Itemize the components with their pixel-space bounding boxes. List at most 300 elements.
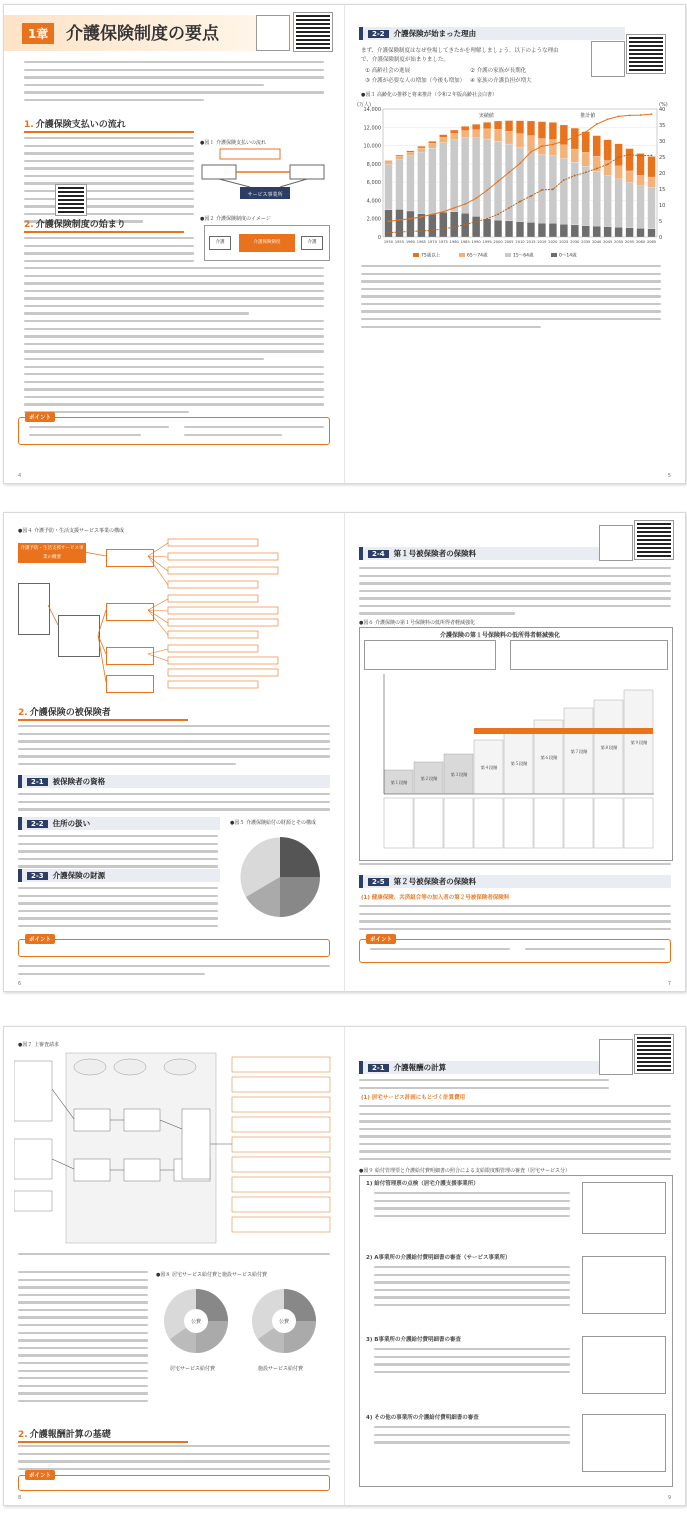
intro-paragraph (24, 61, 324, 106)
sub-2-3-heading: 2-3 介護保険の財源 (18, 869, 220, 882)
pie-facility-service (244, 1281, 324, 1361)
line-point (640, 155, 642, 157)
figure-2-diagram (204, 225, 330, 261)
bar-segment (494, 121, 502, 129)
legend-swatch (459, 253, 465, 257)
bar-segment (538, 154, 546, 223)
y2-tick-label: 30 (659, 139, 666, 145)
spread-3 (3, 1026, 686, 1506)
reason-4: ④ 家族の介護負担が増大 (470, 78, 532, 84)
bar-segment (428, 143, 436, 148)
bar-segment (494, 129, 502, 141)
sub-2-1-heading: 2-1 被保険者の資格 (18, 775, 330, 788)
aging-population-chart (353, 99, 679, 263)
page-number: 8 (18, 1495, 22, 1501)
figure-4-diagram (18, 535, 330, 695)
result-box (232, 1117, 330, 1132)
stage-label: 第５段階 (510, 761, 528, 766)
x-tick-label: 2035 (581, 240, 591, 244)
legend-swatch (551, 253, 557, 257)
x-tick-label: 2060 (635, 240, 646, 244)
stage-description-box (594, 798, 623, 848)
bar-segment (418, 146, 426, 148)
x-tick-label: 1965 (416, 240, 426, 244)
bar-segment (407, 152, 415, 155)
bar-segment (538, 223, 546, 237)
x-tick-label: 2040 (592, 240, 602, 244)
figure-9-box (359, 1175, 673, 1487)
spread-1 (3, 4, 686, 484)
section-1-heading: 1. 介護保険支払いの流れ (24, 117, 194, 133)
y-tick-label: 2,000 (366, 216, 381, 223)
line-point (585, 131, 587, 133)
item-4-table (582, 1414, 666, 1472)
page-4 (4, 5, 345, 483)
page-9 (345, 1027, 685, 1505)
section-2-paragraph (18, 1445, 330, 1475)
sub-2-2-paragraph (18, 835, 218, 873)
point-tag: ポイント (25, 934, 55, 944)
bar-segment (439, 143, 447, 212)
line-point (442, 211, 444, 213)
bar-segment (648, 187, 656, 228)
funding-pie-chart (232, 829, 328, 925)
line-point (563, 179, 565, 181)
qr-sticker-icon (599, 1039, 633, 1075)
page-7 (345, 513, 685, 991)
bar-segment (648, 177, 656, 187)
check-box (182, 1109, 210, 1179)
premium-stage-chart (360, 674, 672, 856)
line-point (420, 216, 422, 218)
item-1-table (582, 1182, 666, 1234)
figure-1-diagram (200, 147, 328, 209)
y-tick-label: 4,000 (366, 198, 381, 205)
stage-label: 第１段階 (390, 780, 408, 785)
result-box (232, 1097, 330, 1112)
item-2: 2) A事業所の介護給付費明細書の審査（サービス事業所） (366, 1255, 511, 1261)
bar-segment (538, 122, 546, 139)
result-box (232, 1057, 330, 1072)
bar-segment (418, 148, 426, 152)
bar-segment (428, 148, 436, 214)
bar-segment (418, 152, 426, 214)
bar-segment (407, 211, 415, 237)
bar-segment (516, 148, 524, 222)
bar-segment (450, 212, 458, 237)
bar-segment (516, 134, 524, 148)
line-point (399, 219, 401, 221)
intro-text: まず、介護保険制度はなぜ登場してきたかを理解しましょう。以下のような理由で、介護保険制度が始まりました。 (361, 48, 559, 63)
bar-segment (582, 226, 590, 237)
x-tick-label: 2020 (548, 240, 558, 244)
line-point (541, 189, 543, 191)
bar-segment (637, 153, 645, 175)
bar-segment (516, 121, 524, 134)
orange-paragraph (359, 1105, 671, 1166)
result-box (232, 1157, 330, 1172)
bar-segment (527, 121, 535, 136)
line-point (410, 231, 412, 233)
bar-segment (615, 166, 623, 179)
bar-segment (527, 222, 535, 237)
y-tick-label: 0 (377, 235, 381, 241)
point-box (18, 939, 330, 957)
section-2-paragraph (18, 725, 330, 770)
bar-segment (626, 149, 634, 171)
page-8 (4, 1027, 345, 1505)
line-point (563, 140, 565, 142)
bar-segment (385, 162, 393, 165)
sub-2-4-heading: 2-4 第１号被保険者の保険料 (359, 547, 625, 560)
pie-right-caption: 施設サービス給付費 (258, 1366, 304, 1372)
bar-segment (483, 219, 491, 237)
line-point (497, 213, 499, 215)
line-point (388, 220, 390, 222)
bar-segment (461, 131, 469, 138)
line-point (651, 113, 653, 115)
line-point (629, 154, 631, 156)
qr-sticker-icon (256, 15, 290, 51)
bar-segment (648, 156, 656, 177)
fig4-root-box: 介護予防・生活支援サービス事業の概要 (18, 543, 86, 563)
process-box (124, 1159, 160, 1181)
point-box (18, 417, 330, 445)
x-tick-label: 2050 (614, 240, 624, 244)
page-number: 7 (667, 981, 671, 987)
bar-segment (648, 229, 656, 237)
figure-6-title: ●図６ 介護保険の第１号保険料の低所得者軽減強化 (359, 620, 475, 626)
line-point (410, 218, 412, 220)
bar-segment (472, 124, 480, 129)
section-2-2-heading: 2-2 介護保険が始まった理由 (359, 27, 625, 40)
bar-segment (527, 152, 535, 223)
line-point (640, 114, 642, 116)
bar-segment (385, 161, 393, 162)
sub-2-1-paragraph (18, 793, 330, 816)
y2-tick-label: 20 (659, 171, 666, 177)
line-point (464, 203, 466, 205)
pie-home-service (156, 1281, 236, 1361)
section-1-paragraph (24, 137, 194, 228)
process-box (74, 1159, 110, 1181)
bar-segment (450, 140, 458, 212)
left-entity-box (14, 1191, 52, 1211)
reason-3: ③ 介護が必要な人の増加（今後も増加） (365, 78, 466, 84)
stage-label: 第８段階 (600, 745, 618, 750)
qr-code-icon (635, 1035, 673, 1073)
line-point (508, 171, 510, 173)
bar-segment (483, 129, 491, 139)
y2-tick-label: 40 (659, 107, 666, 113)
y-tick-label: 6,000 (366, 180, 381, 187)
figure-5-title: ●図５ 介護保険給付の財源とその構成 (230, 820, 316, 826)
bar-segment (494, 220, 502, 237)
qr-code-icon (294, 13, 332, 51)
line-point (618, 156, 620, 158)
bar-segment (560, 224, 568, 237)
bar-segment (582, 152, 590, 166)
figure-8-title: ●図８ 居宅サービス給付費と施設サービス給付費 (156, 1272, 267, 1278)
reinforcement-band (474, 728, 653, 734)
x-tick-label: 1970 (427, 240, 437, 244)
sub-2-4-paragraph (359, 567, 671, 620)
line-point (574, 175, 576, 177)
stage-description-box (504, 798, 533, 848)
line-point (486, 218, 488, 220)
page-5 (345, 5, 685, 483)
line-point (629, 115, 631, 117)
section-2-heading: 2. 介護保険の被保険者 (18, 705, 188, 721)
bar-segment (626, 228, 634, 237)
sub-2-5-orange-heading: (1) 健康保険、共済組合等の加入者の第２号被保険者保険料 (361, 895, 510, 901)
item-3: 3) B事業所の介護給付費明細書の審査 (366, 1337, 461, 1343)
y2-axis-label: (%) (659, 102, 668, 108)
annotation-actual: 実績値 (478, 113, 494, 119)
bar-segment (593, 136, 601, 156)
section-2-heading: 2. 介護保険制度の始まり (24, 217, 184, 233)
line-point (530, 151, 532, 153)
line-point (431, 213, 433, 215)
legend-label: 75歳以上 (421, 253, 441, 259)
service-provider-label: サービス事業所 (247, 192, 283, 198)
figure-7-title: ●図７ 上審査請求 (18, 1042, 59, 1048)
bar-segment (516, 222, 524, 237)
x-tick-label: 1950 (383, 240, 394, 244)
bar-segment (604, 176, 612, 227)
figure-2-title: ●図２ 介護保険制度のイメージ (200, 216, 271, 222)
bar-segment (615, 227, 623, 237)
left-entity-box (14, 1139, 52, 1179)
figure-4-title: ●図４ 介護予防・生活支援サービス事業の構成 (18, 528, 124, 534)
y2-tick-label: 5 (659, 219, 663, 225)
line-point (420, 230, 422, 232)
section-2-heading: 2. 介護報酬計算の基礎 (18, 1427, 188, 1443)
y-tick-label: 14,000 (363, 107, 381, 113)
y-tick-label: 8,000 (366, 161, 381, 168)
line-point (453, 207, 455, 209)
line-point (475, 197, 477, 199)
bar-segment (560, 159, 568, 225)
fig6-note-box-2 (510, 640, 668, 670)
legend-label: 15〜64歳 (513, 253, 534, 259)
section-2-paragraph-wide (24, 267, 324, 419)
qr-sticker-icon (591, 41, 625, 77)
bar-segment (604, 227, 612, 237)
y-axis-label: (万人) (357, 102, 371, 108)
bar-segment (439, 137, 447, 143)
result-box (232, 1197, 330, 1212)
figure-9-title: ●図９ 給付管理票と介護給付費明細書の照合による支給限度額管理の審査（居宅サービス分） (359, 1168, 570, 1174)
line-point (519, 163, 521, 165)
line-point (574, 136, 576, 138)
page-6 (4, 513, 345, 991)
spread-2 (3, 512, 686, 992)
line-point (431, 229, 433, 231)
bar-segment (461, 126, 469, 130)
bar-segment (483, 139, 491, 219)
fig2-center-box: 介護保険制度 (239, 234, 295, 252)
sub-2-5-paragraph (359, 905, 671, 935)
point-box (18, 1475, 330, 1491)
x-tick-label: 1960 (405, 240, 415, 244)
page-number: 6 (18, 981, 22, 987)
body-paragraph (18, 1271, 148, 1407)
bar-segment (472, 130, 480, 138)
orange-heading: (1) 居宅サービス計画にもとづく計算費用 (361, 1095, 466, 1101)
page-number: 9 (667, 1495, 671, 1501)
svg-text:公費: 公費 (190, 1319, 202, 1325)
process-box (124, 1109, 160, 1131)
bar-segment (637, 175, 645, 186)
bar-segment (483, 122, 491, 129)
bar-segment (604, 140, 612, 161)
database-icon (74, 1059, 106, 1075)
stage-label: 第３段階 (450, 772, 468, 777)
x-tick-label: 2015 (526, 240, 536, 244)
legend-label: 65〜74歳 (467, 253, 488, 259)
line-point (596, 123, 598, 125)
line-point (475, 221, 477, 223)
stage-description-box (564, 798, 593, 848)
pie-left-caption: 居宅サービス給付費 (170, 1366, 216, 1372)
point-tag: ポイント (366, 934, 396, 944)
y2-tick-label: 25 (659, 155, 666, 161)
result-box (232, 1077, 330, 1092)
x-tick-label: 2000 (493, 240, 503, 244)
x-tick-label: 1975 (438, 240, 448, 244)
line-point (519, 201, 521, 203)
bar-segment (439, 212, 447, 237)
bar-segment (626, 171, 634, 183)
x-tick-label: 1990 (471, 240, 481, 244)
legend-label: 0〜14歳 (559, 253, 577, 259)
fig6-header: 介護保険の第１号保険料の低所得者軽減強化 (440, 632, 561, 639)
footnotes (18, 965, 330, 980)
x-tick-label: 1985 (460, 240, 470, 244)
bar-segment (615, 179, 623, 227)
line-point (464, 224, 466, 226)
stage-description-box (384, 798, 413, 848)
y2-tick-label: 0 (659, 235, 663, 241)
stage-description-box (474, 798, 503, 848)
line-point (453, 226, 455, 228)
reason-2: ② 介護の家族が長期化 (470, 68, 527, 74)
bar-segment (549, 223, 557, 237)
database-icon (114, 1059, 146, 1075)
qr-code-icon (627, 35, 665, 73)
process-box (74, 1109, 110, 1131)
page-number: 4 (18, 473, 22, 479)
chapter-title: 介護保険制度の要点 (66, 24, 219, 44)
bar-segment (571, 225, 579, 237)
bar-segment (505, 121, 513, 132)
bar-segment (505, 131, 513, 144)
figure-3-title: ●図３ 高齢化の推移と将来推計（令和２年版高齢社会白書） (361, 92, 497, 98)
result-box (232, 1177, 330, 1192)
stage-label: 第９段階 (630, 740, 648, 745)
stage-description-box (534, 798, 563, 848)
bar-segment (549, 122, 557, 139)
figure-6-source (359, 863, 671, 871)
x-tick-label: 2010 (515, 240, 525, 244)
bar-segment (593, 171, 601, 226)
bar-segment (472, 216, 480, 237)
item-3-table (582, 1336, 666, 1394)
stage-label: 第４段階 (480, 765, 498, 770)
bar-segment (571, 162, 579, 225)
line-point (651, 155, 653, 157)
fig6-note-box (364, 640, 496, 670)
line-point (530, 195, 532, 197)
stage-label: 第７段階 (570, 749, 588, 754)
stage-description-box (414, 798, 443, 848)
x-tick-label: 1955 (394, 240, 405, 244)
line-point (442, 228, 444, 230)
bar-segment (396, 156, 404, 159)
chart-source-notes (361, 265, 661, 333)
bar-segment (396, 209, 404, 237)
figure-6-diagram (359, 627, 673, 861)
stage-description-box (624, 798, 653, 848)
bar-segment (407, 156, 415, 211)
result-box (232, 1137, 330, 1152)
qr-sticker-icon (599, 525, 633, 561)
bar-segment (450, 130, 458, 133)
sub-2-2-heading: 2-2 住所の扱い (18, 817, 220, 830)
bar-segment (472, 138, 480, 217)
y-tick-label: 12,000 (363, 125, 381, 132)
bar-segment (582, 132, 590, 153)
fig2-right-box: 介護 (301, 236, 323, 250)
stage-label: 第２段階 (420, 776, 438, 781)
annotation-forecast: 推計値 (580, 113, 596, 119)
line-point (541, 145, 543, 147)
bar-segment (571, 149, 579, 162)
point-box (359, 939, 671, 963)
bar-segment (396, 155, 404, 156)
line-point (552, 144, 554, 146)
item-4: 4) その他の事業所の介護給付費明細書の審査 (366, 1415, 479, 1421)
line-point (508, 207, 510, 209)
bar-segment (527, 136, 535, 152)
bar-segment (637, 186, 645, 228)
stage-label: 第６段階 (540, 755, 558, 760)
bar-segment (549, 140, 557, 156)
bar-segment (637, 228, 645, 237)
x-tick-label: 2030 (570, 240, 580, 244)
line-point (596, 168, 598, 170)
line-point (552, 188, 554, 190)
database-icon (164, 1059, 196, 1075)
bar-segment (439, 135, 447, 138)
bar-segment (615, 144, 623, 166)
y2-tick-label: 10 (659, 203, 666, 209)
line-point (486, 189, 488, 191)
x-tick-label: 1995 (482, 240, 492, 244)
figure-7-flow-diagram (14, 1049, 334, 1249)
fig2-left-box: 介護 (209, 236, 231, 250)
stage-description-box (444, 798, 473, 848)
x-tick-label: 1980 (449, 240, 459, 244)
legend-swatch (505, 253, 511, 257)
qr-code-icon (56, 185, 86, 215)
bar-segment (582, 166, 590, 225)
y-tick-label: 10,000 (363, 143, 381, 150)
bar-segment (428, 214, 436, 237)
bar-segment (385, 164, 393, 209)
bar-segment (450, 133, 458, 139)
